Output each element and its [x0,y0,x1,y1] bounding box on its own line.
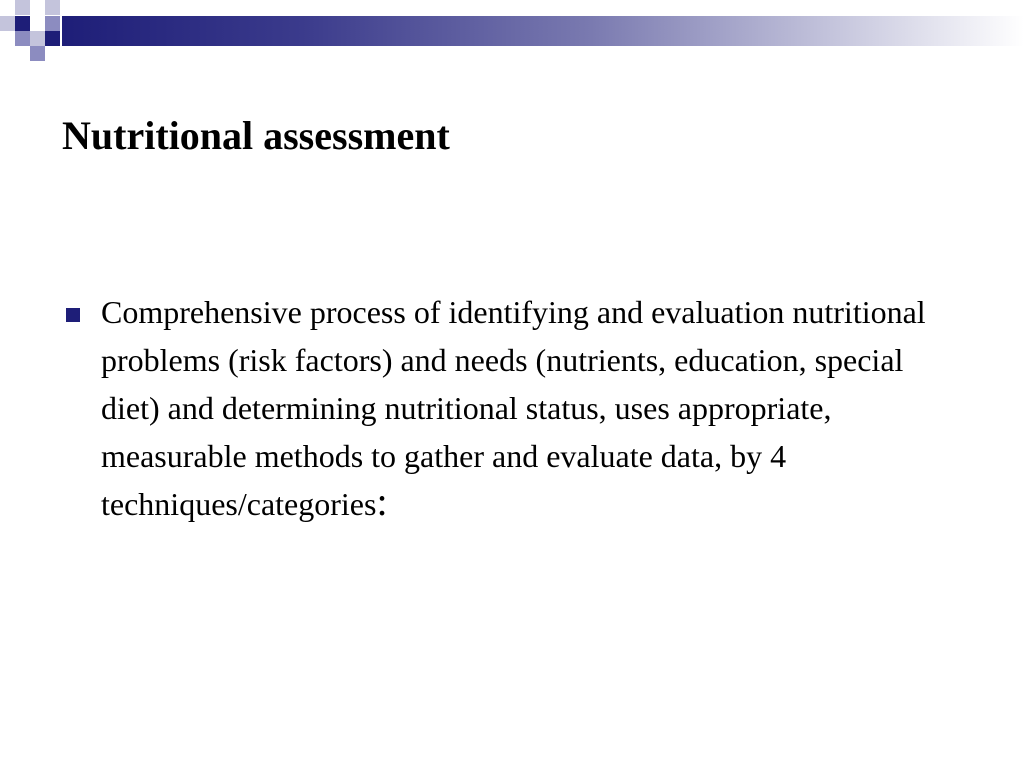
bullet-trailing-colon: : [376,479,388,524]
deco-square [15,0,30,15]
deco-square [30,46,45,61]
deco-square [45,16,60,31]
bullet-text-body: Comprehensive process of identifying and evaluation nutritional problems (risk factors) and needs (nutrients, education, special diet) and determining nutritional status, uses appropriate, measurable methods to gather and evaluate data, by 4 techniques/categories [101,294,926,522]
header-gradient-bar [62,16,1024,46]
deco-square [15,16,30,31]
bullet-text [101,288,962,528]
slide-body [62,288,962,528]
bullet-item [62,288,962,528]
deco-square [30,31,45,46]
slide-title: Nutritional assessment [62,113,450,158]
deco-square [15,31,30,46]
deco-square [45,0,60,15]
deco-square [30,0,45,15]
deco-square [45,31,60,46]
deco-square [0,16,15,31]
square-bullet-icon [66,308,80,322]
header-decoration [0,0,1024,64]
